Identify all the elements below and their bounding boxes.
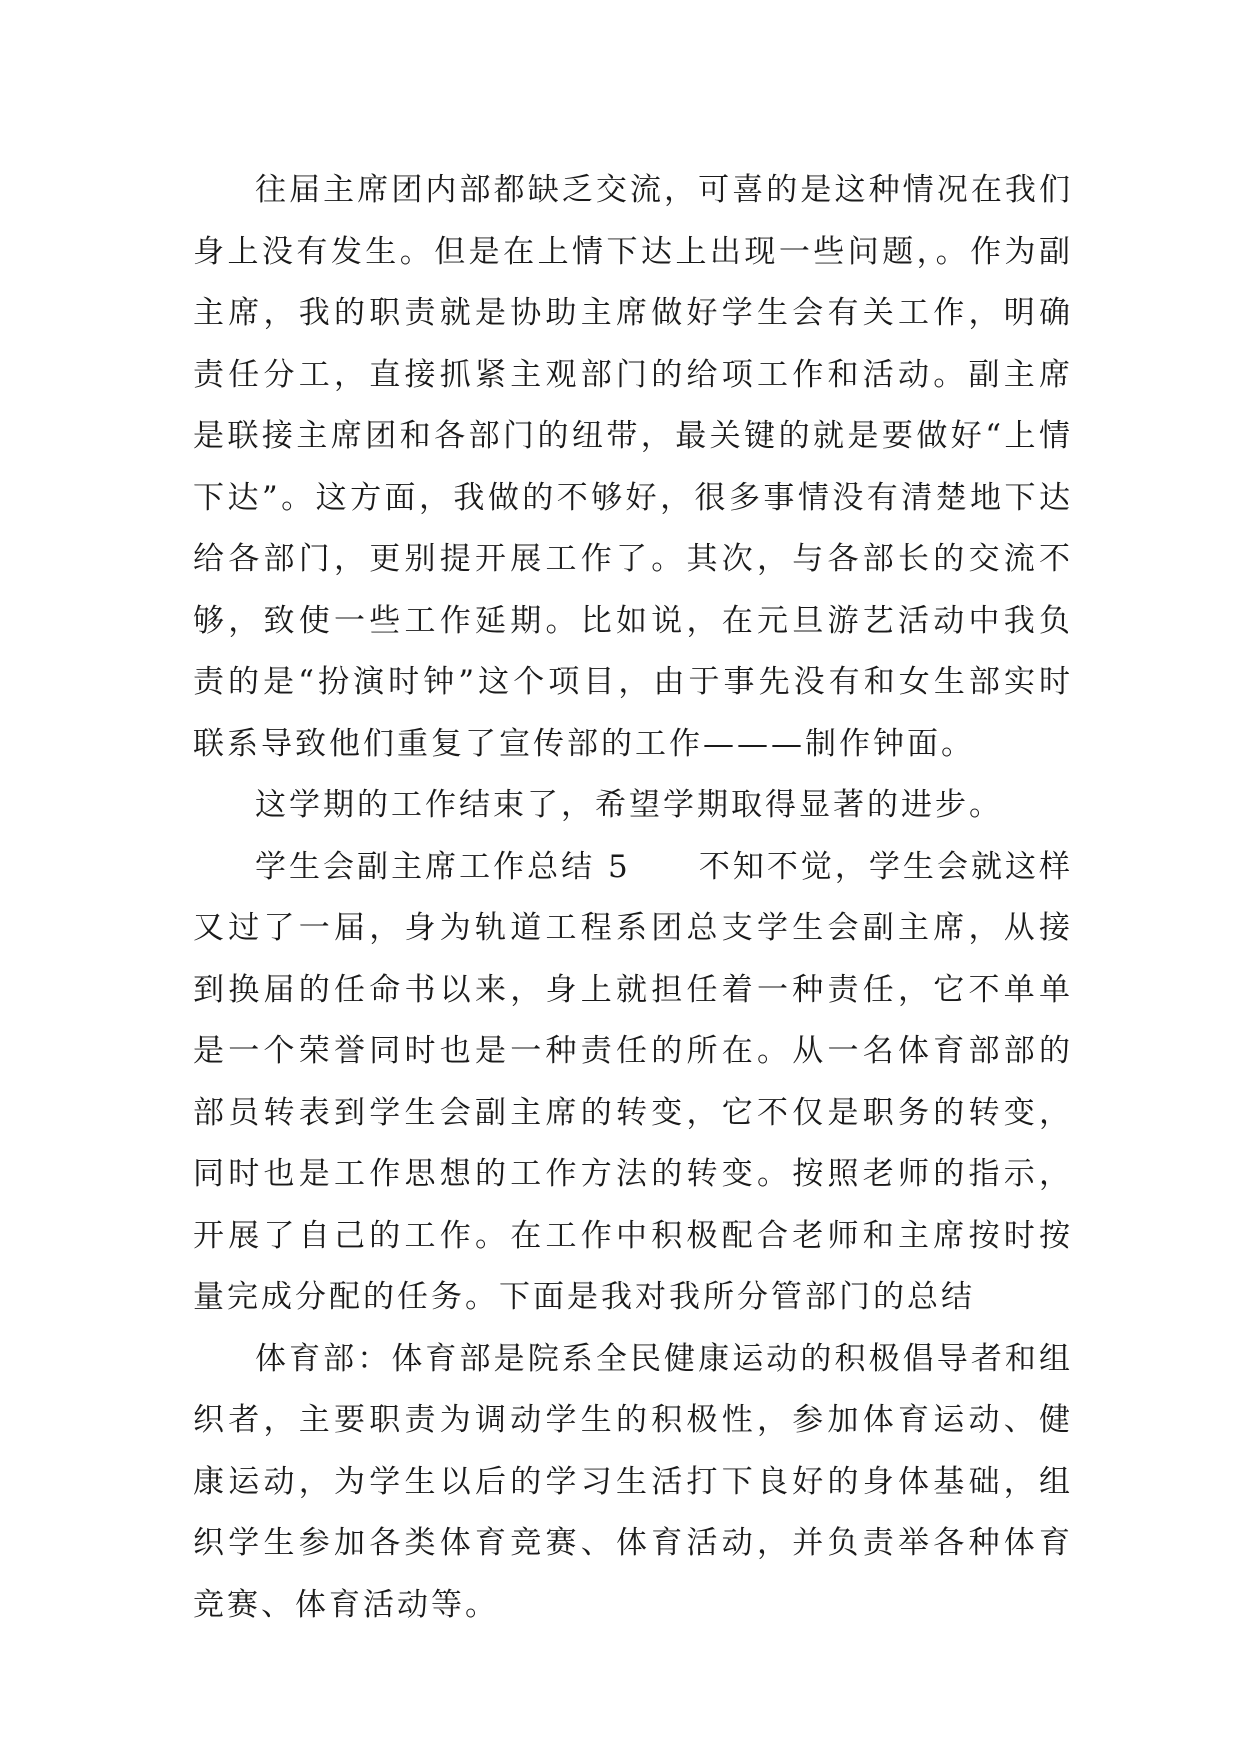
paragraph-3: 学生会副主席工作总结 5 不知不觉，学生会就这样又过了一届，身为轨道工程系团总支学生会副主席，从接到换届的任命书以来，身上就担任着一种责任，它不单单是一个荣誉同时也是一种责任的所在。从一名体育部部的部员转表到学生会副主席的转变，它不仅是职务的转变，同时也是工作思想的工作方法的转变。按照老师的指示，开展了自己的工作。在工作中积极配合老师和主席按时按量完成分配的任务。下面是我对我所分管部门的总结 — [193, 848, 1073, 1315]
paragraph-1: 往届主席团内部都缺乏交流，可喜的是这种情况在我们身上没有发生。但是在上情下达上出现一些问题，。作为副主席，我的职责就是协助主席做好学生会有关工作，明确责任分工，直接抓紧主观部门的给项工作和活动。副主席是联接主席团和各部门的纽带，最关键的就是要做好“上情下达”。这方面，我做的不够好，很多事情没有清楚地下达给各部门，更别提开展工作了。其次，与各部长的交流不够，致使一些工作延期。比如说，在元旦游艺活动中我负责的是“扮演时钟”这个项目，由于事先没有和女生部实时联系导致他们重复了宣传部的工作———制作钟面。 — [193, 172, 1073, 762]
paragraph-2: 这学期的工作结束了，希望学期取得显著的进步。 — [255, 787, 1003, 823]
document-body — [193, 160, 1073, 1636]
paragraph-4: 体育部：体育部是院系全民健康运动的积极倡导者和组织者，主要职责为调动学生的积极性，参加体育运动、健康运动，为学生以后的学习生活打下良好的身体基础，组织学生参加各类体育竞赛、体育活动，并负责举各种体育竞赛、体育活动等。 — [193, 1340, 1073, 1623]
